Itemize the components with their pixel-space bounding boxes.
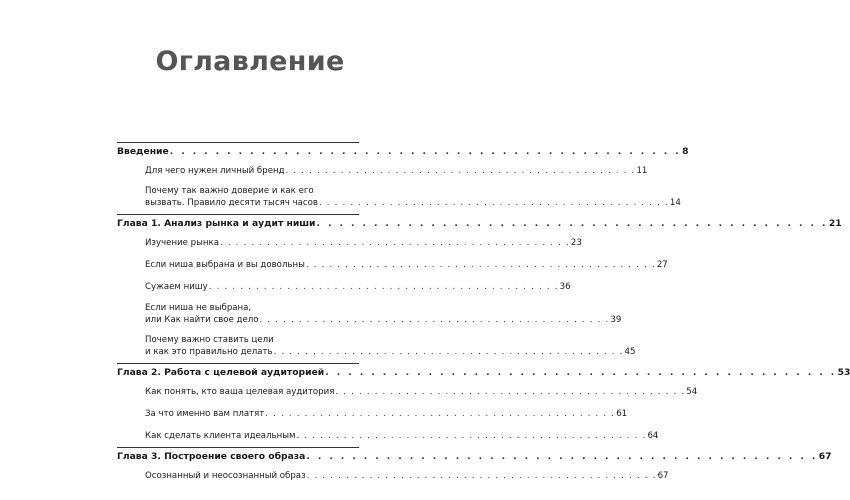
toc-entry[interactable] — [117, 408, 628, 420]
toc-entry-last-line — [117, 314, 622, 326]
toc-entry[interactable] — [117, 237, 582, 249]
toc-page-number: 36 — [559, 282, 571, 292]
toc-page-number: 27 — [656, 260, 668, 270]
toc-entry[interactable] — [117, 386, 698, 398]
toc-entry[interactable] — [117, 430, 659, 442]
toc-entry-title: Осознанный и неосознанный образ — [145, 471, 306, 481]
toc-page-number: 67 — [818, 451, 832, 462]
dot-leader: . . . . . . . . . . . . . . . . . . . . . . . . . . . . . . . . . . . . . . . . . . . . . — [208, 282, 559, 292]
toc-entry-title: или Как найти свое дело — [145, 315, 259, 325]
dot-leader: . . . . . . . . . . . . . . . . . . . . . . . . . . . . . . . . . . . . . . . . . . . . . — [305, 260, 656, 270]
toc-entry-last-line — [117, 346, 636, 358]
toc-chapter-1[interactable] — [117, 218, 842, 230]
toc-chapter-intro[interactable] — [117, 146, 689, 158]
dot-leader: . . . . . . . . . . . . . . . . . . . . . . . . . . . . . . . . . . . . . . . . . . . . . — [306, 471, 657, 481]
toc-entry-title: Как понять, кто ваша целевая аудитория — [145, 387, 335, 397]
dot-leader: . . . . . . . . . . . . . . . . . . . . . . . . . . . . . . . . . . . . . . . . . . . . . — [285, 166, 636, 176]
dot-leader: . . . . . . . . . . . . . . . . . . . . . . . . . . . . . . . . . . . . . . . . . . . . . — [169, 146, 682, 157]
chapter-separator — [117, 214, 359, 215]
toc-entry[interactable] — [117, 185, 681, 209]
toc-entry-title: Изучение рынка — [145, 238, 219, 248]
toc-chapter-2[interactable] — [117, 367, 850, 379]
toc-entry-title-line: Почему важно ставить цели — [145, 335, 274, 345]
toc-entry-title: За что именно вам платят — [145, 409, 265, 419]
toc-entry-title: Глава 2. Работа с целевой аудиторией — [117, 367, 325, 378]
toc-page-number: 39 — [610, 315, 622, 325]
toc-entry-title: Для чего нужен личный бренд — [145, 166, 285, 176]
toc-page-number: 11 — [636, 166, 648, 176]
dot-leader: . . . . . . . . . . . . . . . . . . . . . . . . . . . . . . . . . . . . . . . . . . . . . — [220, 238, 570, 248]
dot-leader: . . . . . . . . . . . . . . . . . . . . . . . . . . . . . . . . . . . . . . . . . . . . . — [296, 431, 647, 441]
toc-entry-title-line: Если ниша не выбрана, — [145, 303, 252, 313]
toc-entry-title: и как это правильно делать — [145, 347, 273, 357]
chapter-separator — [117, 363, 359, 364]
dot-leader: . . . . . . . . . . . . . . . . . . . . . . . . . . . . . . . . . . . . . . . . . . . . . — [325, 367, 837, 378]
toc-entry-title: вызвать. Правило десяти тысяч часов — [145, 198, 318, 208]
toc-page-number: 61 — [616, 409, 628, 419]
chapter-separator — [117, 447, 359, 448]
toc-entry-last-line — [117, 197, 681, 209]
toc-entry-title: Как сделать клиента идеальным — [145, 431, 296, 441]
dot-leader: . . . . . . . . . . . . . . . . . . . . . . . . . . . . . . . . . . . . . . . . . . . . . — [273, 347, 624, 357]
toc-page-number: 64 — [647, 431, 659, 441]
toc-page-number: 53 — [837, 367, 850, 378]
toc-entry[interactable] — [117, 334, 636, 358]
dot-leader: . . . . . . . . . . . . . . . . . . . . . . . . . . . . . . . . . . . . . . . . . . . . . — [335, 387, 686, 397]
toc-entry[interactable] — [117, 470, 669, 482]
toc-page-number: 54 — [686, 387, 698, 397]
toc-entry-title: Глава 3. Построение своего образа — [117, 451, 306, 462]
toc-page-number: 14 — [669, 198, 681, 208]
toc-page-number: 67 — [657, 471, 669, 481]
toc-entry[interactable] — [117, 302, 622, 326]
toc-entry-title: Сужаем нишу — [145, 282, 208, 292]
dot-leader: . . . . . . . . . . . . . . . . . . . . . . . . . . . . . . . . . . . . . . . . . . . . . — [316, 218, 828, 229]
chapter-separator — [117, 142, 359, 143]
toc-entry[interactable] — [117, 281, 571, 293]
toc-page-number: 45 — [624, 347, 636, 357]
page-title: Оглавление — [155, 46, 345, 77]
dot-leader: . . . . . . . . . . . . . . . . . . . . . . . . . . . . . . . . . . . . . . . . . . . . . — [259, 315, 610, 325]
toc-entry[interactable] — [117, 259, 668, 271]
toc-chapter-3[interactable] — [117, 451, 832, 463]
dot-leader: . . . . . . . . . . . . . . . . . . . . . . . . . . . . . . . . . . . . . . . . . . . . . — [318, 198, 669, 208]
toc-entry-title: Если ниша выбрана и вы довольны — [145, 260, 305, 270]
toc-entry-title-line: Почему так важно доверие и как его — [145, 186, 314, 196]
toc-entry-title: Введение — [117, 146, 169, 157]
toc-page-number: 21 — [828, 218, 842, 229]
dot-leader: . . . . . . . . . . . . . . . . . . . . . . . . . . . . . . . . . . . . . . . . . . . . . — [265, 409, 616, 419]
toc-entry[interactable] — [117, 165, 648, 177]
dot-leader: . . . . . . . . . . . . . . . . . . . . . . . . . . . . . . . . . . . . . . . . . . . . . — [306, 451, 818, 462]
toc-page-number: 23 — [570, 238, 582, 248]
table-of-contents — [117, 142, 850, 482]
toc-entry-title: Глава 1. Анализ рынка и аудит ниши — [117, 218, 316, 229]
toc-page-number: 8 — [682, 146, 689, 157]
